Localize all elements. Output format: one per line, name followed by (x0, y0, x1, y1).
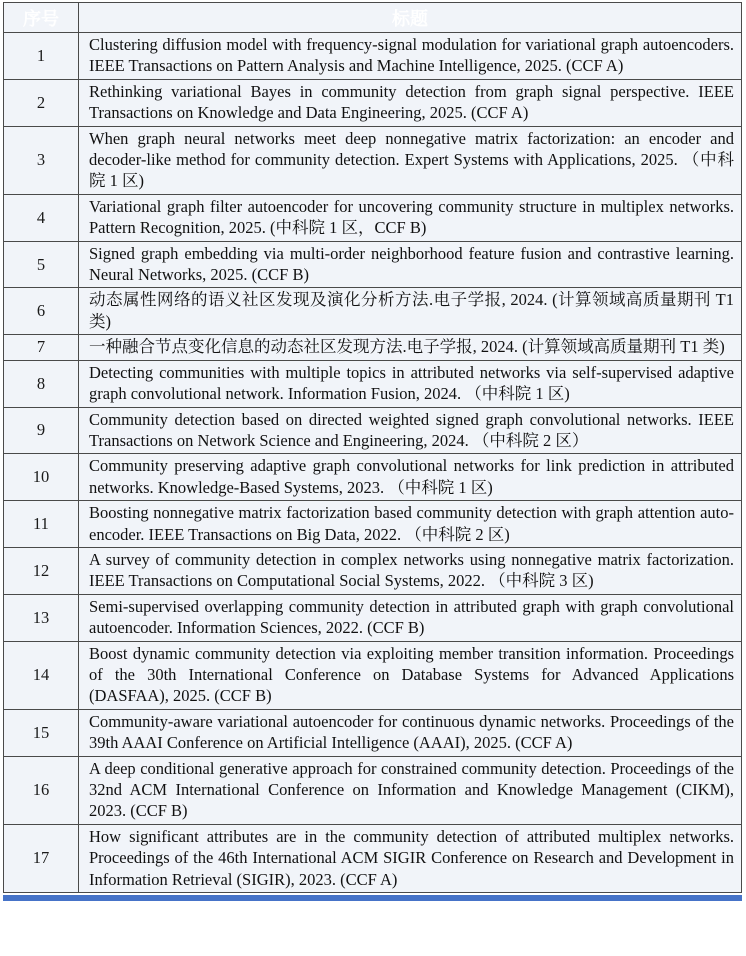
row-index-cell: 15 (4, 709, 79, 756)
table-row (4, 709, 742, 756)
row-index-cell: 17 (4, 824, 79, 892)
row-index-cell: 14 (4, 641, 79, 709)
row-index-cell: 12 (4, 547, 79, 594)
table-row (4, 454, 742, 501)
row-index-cell: 10 (4, 454, 79, 501)
row-index-cell: 6 (4, 288, 79, 335)
row-title-cell: Community preserving adaptive graph convolutional networks for link prediction in attributed networks. Knowledge-Based Systems, 2023. （中科院 1 区) (79, 454, 742, 501)
row-index-cell: 5 (4, 241, 79, 288)
table-row (4, 594, 742, 641)
table-row (4, 33, 742, 80)
row-index-cell: 1 (4, 33, 79, 80)
row-title-cell: Variational graph filter autoencoder for uncovering community structure in multiplex networks. Pattern Recognition, 2025. (中科院 1 区，CCF B) (79, 194, 742, 241)
header-col-title: 标题 (79, 3, 742, 33)
row-index-cell: 4 (4, 194, 79, 241)
row-title-cell: 一种融合节点变化信息的动态社区发现方法.电子学报, 2024. (计算领域高质量期刊 T1 类) (79, 335, 742, 360)
table-row (4, 756, 742, 824)
table-row (4, 241, 742, 288)
table-row (4, 79, 742, 126)
row-index-cell: 9 (4, 407, 79, 454)
row-title-cell: A survey of community detection in complex networks using nonnegative matrix factorization. IEEE Transactions on Computational Social Systems, 2022. （中科院 3 区) (79, 547, 742, 594)
table-row (4, 288, 742, 335)
header-row (4, 3, 742, 33)
row-title-cell: Community detection based on directed weighted signed graph convolutional networks. IEEE Transactions on Network Science and Engineering, 2024. （中科院 2 区） (79, 407, 742, 454)
publications-table (3, 2, 742, 893)
header-col-index: 序号 (4, 3, 79, 33)
row-index-cell: 11 (4, 501, 79, 548)
row-title-cell: Rethinking variational Bayes in community detection from graph signal perspective. IEEE Transactions on Knowledge and Data Engineering, 2025. (CCF A) (79, 79, 742, 126)
row-title-cell: 动态属性网络的语义社区发现及演化分析方法.电子学报, 2024. (计算领域高质量期刊 T1 类) (79, 288, 742, 335)
table-row (4, 194, 742, 241)
row-title-cell: Signed graph embedding via multi-order neighborhood feature fusion and contrastive learning. Neural Networks, 2025. (CCF B) (79, 241, 742, 288)
table-row (4, 824, 742, 892)
table-row (4, 501, 742, 548)
next-table-header-partial (3, 895, 742, 901)
row-index-cell: 7 (4, 335, 79, 360)
row-title-cell: A deep conditional generative approach for constrained community detection. Proceedings of the 32nd ACM International Conference on Information and Knowledge Management (CIKM), 2023. (CCF B) (79, 756, 742, 824)
row-index-cell: 16 (4, 756, 79, 824)
row-title-cell: How significant attributes are in the community detection of attributed multiplex networks. Proceedings of the 46th International ACM SIGIR Conference on Research and Development in Information Retrieval (SIGIR), 2023. (CCF A) (79, 824, 742, 892)
row-title-cell: Semi-supervised overlapping community detection in attributed graph with graph convolutional autoencoder. Information Sciences, 2022. (CCF B) (79, 594, 742, 641)
row-index-cell: 2 (4, 79, 79, 126)
row-title-cell: Community-aware variational autoencoder for continuous dynamic networks. Proceedings of the 39th AAAI Conference on Artificial Intelligence (AAAI), 2025. (CCF A) (79, 709, 742, 756)
row-title-cell: Detecting communities with multiple topics in attributed networks via self-supervised adaptive graph convolutional network. Information Fusion, 2024. （中科院 1 区) (79, 360, 742, 407)
row-index-cell: 8 (4, 360, 79, 407)
table-row (4, 641, 742, 709)
row-title-cell: Boost dynamic community detection via exploiting member transition information. Proceedings of the 30th International Conference on Database Systems for Advanced Applications (DASFAA), 2025. (CCF B) (79, 641, 742, 709)
row-title-cell: When graph neural networks meet deep nonnegative matrix factorization: an encoder and decoder-like method for community detection. Expert Systems with Applications, 2025. （中科院 1 区) (79, 126, 742, 194)
table-row (4, 547, 742, 594)
row-title-cell: Clustering diffusion model with frequency-signal modulation for variational graph autoencoders. IEEE Transactions on Pattern Analysis and Machine Intelligence, 2025. (CCF A) (79, 33, 742, 80)
row-title-cell: Boosting nonnegative matrix factorization based community detection with graph attention auto-encoder. IEEE Transactions on Big Data, 2022. （中科院 2 区) (79, 501, 742, 548)
table-row (4, 335, 742, 360)
table-row (4, 126, 742, 194)
table-header (4, 3, 742, 33)
row-index-cell: 3 (4, 126, 79, 194)
table-row (4, 407, 742, 454)
table-row (4, 360, 742, 407)
row-index-cell: 13 (4, 594, 79, 641)
table-body (4, 33, 742, 893)
